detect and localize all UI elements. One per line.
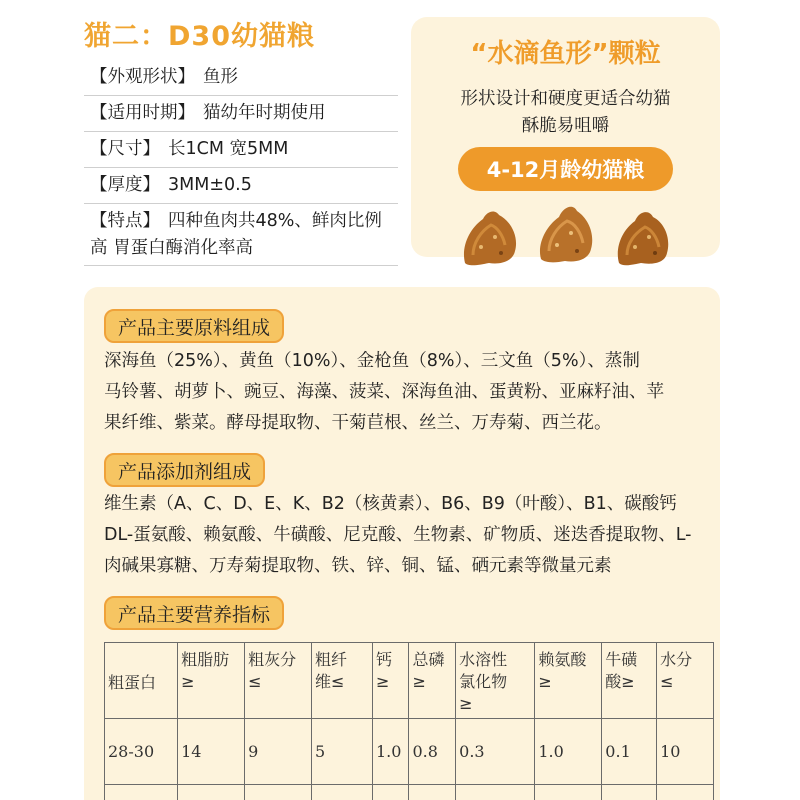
nutrition-empty-cell [602,785,657,800]
text-line: 维生素（A、C、D、E、K、B2（核黄素）、B6、B9（叶酸）、B1、碳酸钙 [104,494,677,514]
spec-label: 【适用时期】 [90,103,195,123]
header-text: 酸≥ [605,672,635,691]
header-text: ≥ [375,672,390,691]
nutrition-value-cell: 1.0 [372,719,409,785]
nutrition-values-row [105,719,714,785]
nutrition-value-cell: 10 [657,719,714,785]
nutrition-value-cell: 1.0 [535,719,602,785]
header-text: ≥ [412,672,426,691]
nutrition-empty-row [105,785,714,800]
header-text: 水分 [660,650,693,669]
nutrition-value-cell: 14 [178,719,245,785]
kibble-image [459,207,521,267]
kibble-shape-card [411,17,720,257]
spec-value: 长1CM 宽5MM [168,139,289,159]
header-text: ≤ [248,672,262,691]
header-text: ≥ [181,672,195,691]
nutrition-empty-cell [105,785,178,800]
nutrition-value-cell: 5 [312,719,373,785]
spec-value-continued: 高 胃蛋白酶消化率高 [90,238,254,258]
spec-value: 3MM±0.5 [168,175,252,195]
nutrition-header-cell [372,643,409,719]
nutrition-value-cell: 9 [245,719,312,785]
spec-label: 【尺寸】 [90,139,160,159]
nutrition-empty-cell [409,785,456,800]
nutrition-empty-cell [535,785,602,800]
card-title: “水滴鱼形”颗粒 [470,39,661,69]
nutrition-header-cell [409,643,456,719]
header-text: 粗纤 [315,650,348,669]
nutrition-header-cell [456,643,535,719]
nutrition-header-cell [602,643,657,719]
nutrition-header-cell [312,643,373,719]
nutrition-header-cell [178,643,245,719]
page-title: 猫二：D30幼猫粮 [84,21,315,52]
age-range-badge: 4-12月龄幼猫粮 [458,147,673,191]
header-text: 水溶性 [459,650,508,669]
nutrition-empty-cell [312,785,373,800]
header-text: 粗脂肪 [181,650,230,669]
additives-text [104,489,704,582]
spec-value: 鱼形 [203,67,238,87]
nutrition-header-cell [657,643,714,719]
text-line: 果纤维、紫菜。酵母提取物、干菊苣根、丝兰、万寿菊、西兰花。 [104,413,612,433]
kibble-image [537,201,597,265]
spec-row-thickness [84,168,398,204]
card-description-2: 酥脆易咀嚼 [521,116,610,136]
header-text: 牛磺 [605,650,638,669]
card-description: 形状设计和硬度更适合幼猫 [460,89,671,109]
header-text: 总磷 [412,650,445,669]
header-text: ≥ [459,694,473,713]
nutrition-table [104,642,714,800]
spec-value: 猫幼年时期使用 [203,103,326,123]
text-line: DL-蛋氨酸、赖氨酸、牛磺酸、尼克酸、生物素、矿物质、迷迭香提取物、L- [104,525,692,545]
header-text: 赖氨酸 [538,650,587,669]
nutrition-value-cell: 0.8 [409,719,456,785]
spec-row-features [84,204,398,266]
spec-label: 【外观形状】 [90,67,195,87]
nutrition-empty-cell [245,785,312,800]
spec-row-shape [84,60,398,96]
header-text: ≥ [538,672,552,691]
header-text: 钙 [375,650,392,669]
kibble-image [611,207,673,267]
nutrition-header-cell [245,643,312,719]
spec-row-size [84,132,398,168]
nutrition-value-cell: 0.3 [456,719,535,785]
header-text: 氯化物 [459,672,508,691]
nutrition-header-cell [105,643,178,719]
nutrition-value-cell: 0.1 [602,719,657,785]
header-text: 粗灰分 [248,650,297,669]
composition-panel [84,287,720,800]
text-line: 肉碱果寡糖、万寿菊提取物、铁、锌、铜、锰、硒元素等微量元素 [104,556,612,576]
header-text: 粗蛋白 [108,672,157,692]
spec-value: 四种鱼肉共48%、鲜肉比例 [168,211,382,231]
spec-list [84,60,398,266]
nutrition-header-row [105,643,714,719]
nutrition-empty-cell [178,785,245,800]
nutrition-empty-cell [456,785,535,800]
nutrition-empty-cell [657,785,714,800]
section-label-nutrition: 产品主要营养指标 [104,596,284,630]
header-text: 维≤ [315,672,345,691]
nutrition-empty-cell [372,785,409,800]
nutrition-header-cell [535,643,602,719]
spec-row-period [84,96,398,132]
section-label-ingredients: 产品主要原料组成 [104,309,284,343]
ingredients-text [104,346,704,439]
spec-label: 【特点】 [90,211,160,231]
text-line: 深海鱼（25%）、黄鱼（10%）、金枪鱼（8%）、三文鱼（5%）、蒸制 [104,351,640,371]
spec-label: 【厚度】 [90,175,160,195]
header-text: ≤ [660,672,674,691]
section-label-additives: 产品添加剂组成 [104,453,265,487]
text-line: 马铃薯、胡萝卜、豌豆、海藻、菠菜、深海鱼油、蛋黄粉、亚麻籽油、苹 [104,382,664,402]
nutrition-value-cell: 28-30 [105,719,178,785]
